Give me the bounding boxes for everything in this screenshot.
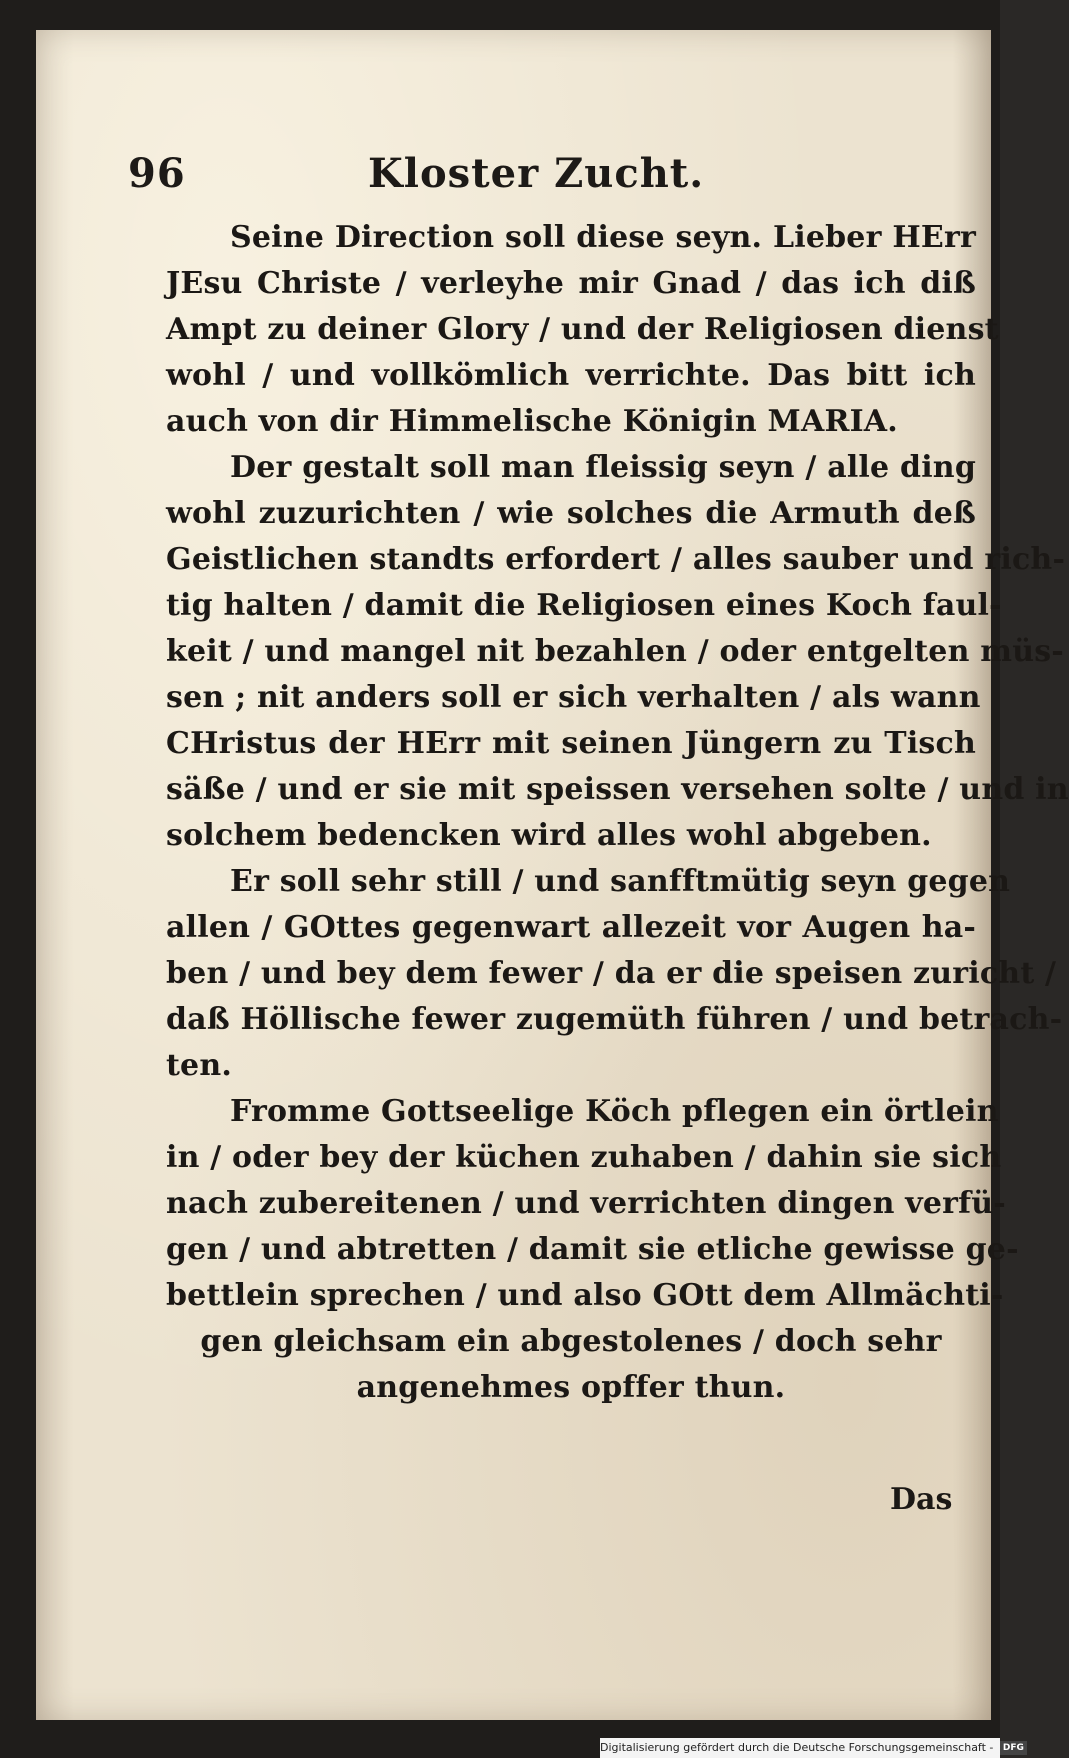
- text-line: Ampt zu deiner Glory / und der Religiosen dienst: [166, 312, 999, 347]
- text-line: in / oder bey der küchen zuhaben / dahin sie sich: [166, 1140, 1002, 1175]
- text-line: wohl / und vollkömlich verrichte. Das bitt ich: [166, 358, 976, 393]
- text-line: säße / und er sie mit speissen versehen solte / und in: [166, 772, 1069, 807]
- running-title: Kloster Zucht.: [368, 150, 705, 197]
- text-line: allen / GOttes gegenwart allezeit vor Augen ha-: [166, 910, 976, 945]
- text-line: keit / und mangel nit bezahlen / oder entgelten müs-: [166, 634, 1064, 669]
- credit-text: Digitalisierung gefördert durch die Deutsche Forschungsgemeinschaft -: [600, 1741, 994, 1754]
- text-line: Seine Direction soll diese seyn. Lieber HErr: [230, 220, 976, 255]
- page-number: 96: [128, 150, 186, 197]
- text-line: Er soll sehr still / und sanfftmütig seyn gegen: [230, 864, 1011, 899]
- digitization-credit: [600, 1738, 1024, 1758]
- text-line: ten.: [166, 1048, 233, 1083]
- text-line-centered: angenehmes opffer thun.: [356, 1370, 786, 1405]
- text-line: Geistlichen standts erfordert / alles sauber und rich-: [166, 542, 1066, 577]
- page-header: [128, 150, 828, 210]
- text-line: tig halten / damit die Religiosen eines Koch faul-: [166, 588, 1002, 623]
- text-line: daß Höllische fewer zugemüth führen / und betrach-: [166, 1002, 1063, 1037]
- catchword: Das: [890, 1482, 953, 1517]
- body-text: [166, 215, 1069, 1411]
- text-line: Fromme Gottseelige Köch pflegen ein örtlein: [230, 1094, 999, 1129]
- text-line: Der gestalt soll man fleissig seyn / alle ding: [230, 450, 976, 485]
- text-line: wohl zuzurichten / wie solches die Armuth deß: [166, 496, 976, 531]
- text-line: bettlein sprechen / und also GOtt dem Allmächti-: [166, 1278, 1004, 1313]
- text-line: sen ; nit anders soll er sich verhalten / als wann: [166, 680, 981, 715]
- text-line: solchem bedencken wird alles wohl abgeben.: [166, 818, 932, 853]
- text-line-centered: gen gleichsam ein abgestolenes / doch sehr: [200, 1324, 942, 1359]
- text-line: auch von dir Himmelische Königin MARIA.: [166, 404, 898, 439]
- text-line: gen / und abtretten / damit sie etliche gewisse ge-: [166, 1232, 1019, 1267]
- text-line: CHristus der HErr mit seinen Jüngern zu Tisch: [166, 726, 976, 761]
- text-line: ben / und bey dem fewer / da er die speisen zuricht /: [166, 956, 1057, 991]
- text-line: nach zubereitenen / und verrichten dingen verfü-: [166, 1186, 1006, 1221]
- text-line: JEsu Christe / verleyhe mir Gnad / das ich diß: [166, 266, 976, 301]
- dfg-logo: DFG: [1000, 1741, 1027, 1755]
